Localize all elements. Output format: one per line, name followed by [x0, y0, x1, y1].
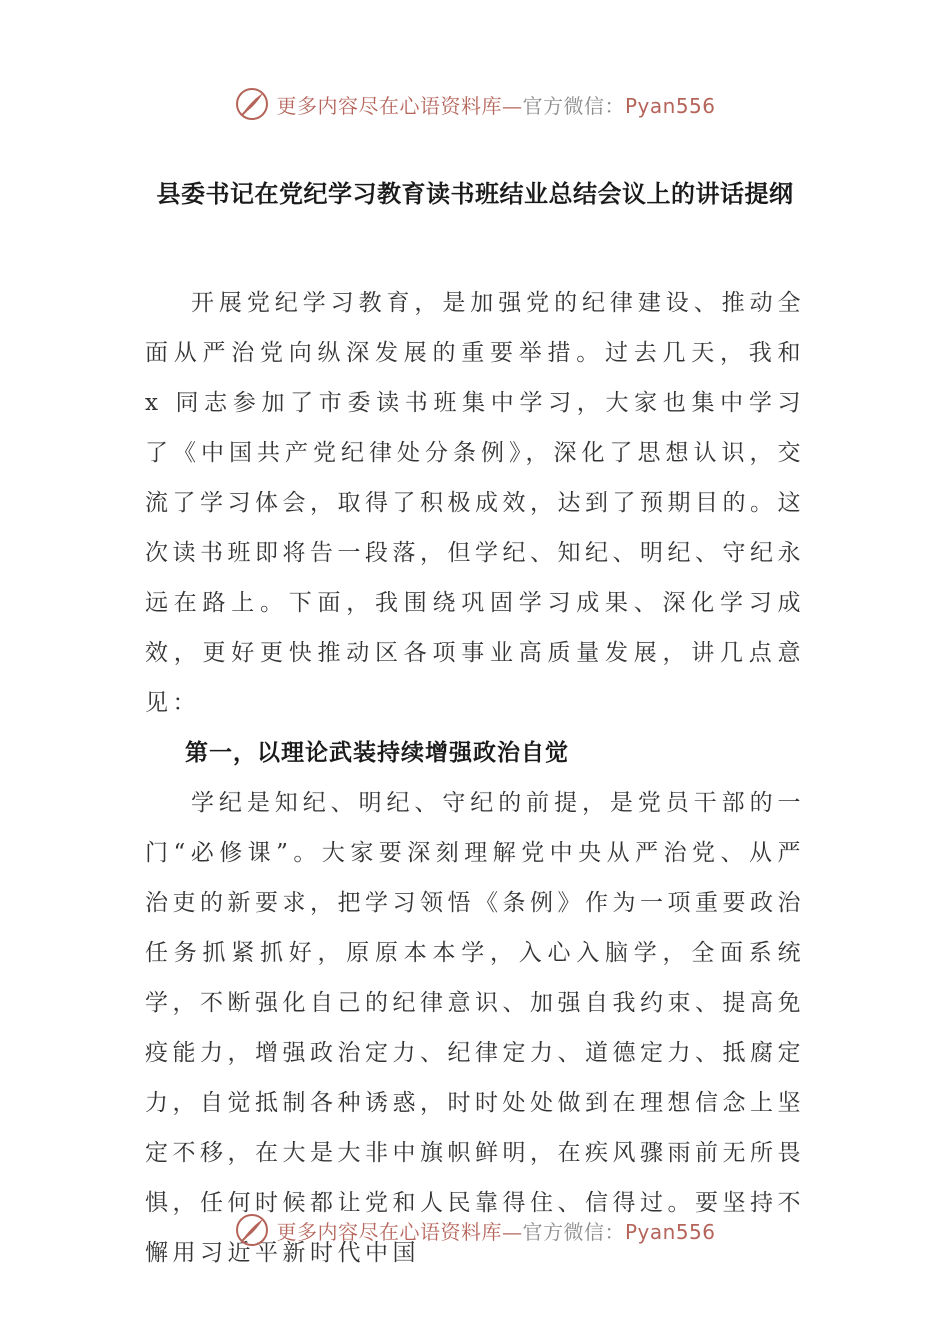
section-heading: 第一，以理论武装持续增强政治自觉	[185, 740, 569, 766]
footer-watermark	[0, 1210, 950, 1250]
watermark-text	[276, 90, 715, 119]
quill-pen-logo-icon	[234, 86, 270, 122]
watermark-official-label: 官方微信：	[522, 93, 625, 118]
header-watermark	[0, 84, 950, 124]
watermark-main-text: 更多内容尽在心语资料库	[276, 1219, 502, 1244]
watermark-wechat-id: Pyan556	[624, 1219, 716, 1244]
document-title: 县委书记在党纪学习教育读书班结业总结会议上的讲话提纲	[156, 180, 794, 208]
watermark-dash: —	[501, 93, 523, 118]
watermark-main-text: 更多内容尽在心语资料库	[276, 93, 502, 118]
watermark-dash: —	[501, 1219, 523, 1244]
quill-pen-logo-icon	[234, 1212, 270, 1248]
watermark-wechat-id: Pyan556	[624, 93, 716, 118]
watermark-official-label: 官方微信：	[522, 1219, 625, 1244]
document-body	[145, 278, 805, 1278]
section-paragraph: 学纪是知纪、明纪、守纪的前提，是党员干部的一门“必修课”。大家要深刻理解党中央从严治党、从严治吏的新要求，把学习领悟《条例》作为一项重要政治任务抓紧抓好，原原本本学，入心入脑学，全面系统学，不断强化自己的纪律意识、加强自我约束、提高免疫能力，增强政治定力、纪律定力、道德定力、抵腐定力，自觉抵制各种诱惑，时时处处做到在理想信念上坚定不移，在大是大非中旗帜鲜明，在疾风骤雨前无所畏惧，任何时候都让党和人民靠得住、信得过。要坚持不懈用习近平新时代中国	[145, 790, 805, 1266]
intro-paragraph: 开展党纪学习教育，是加强党的纪律建设、推动全面从严治党向纵深发展的重要举措。过去几天，我和 x 同志参加了市委读书班集中学习，大家也集中学习了《中国共产党纪律处分条例》，深化了思想认识，交流了学习体会，取得了积极成效，达到了预期目的。这次读书班即将告一段落，但学纪、知纪、明纪、守纪永远在路上。下面，我围绕巩固学习成果、深化学习成效，更好更快推动区各项事业高质量发展，讲几点意见：	[145, 290, 805, 716]
watermark-text	[276, 1216, 715, 1245]
